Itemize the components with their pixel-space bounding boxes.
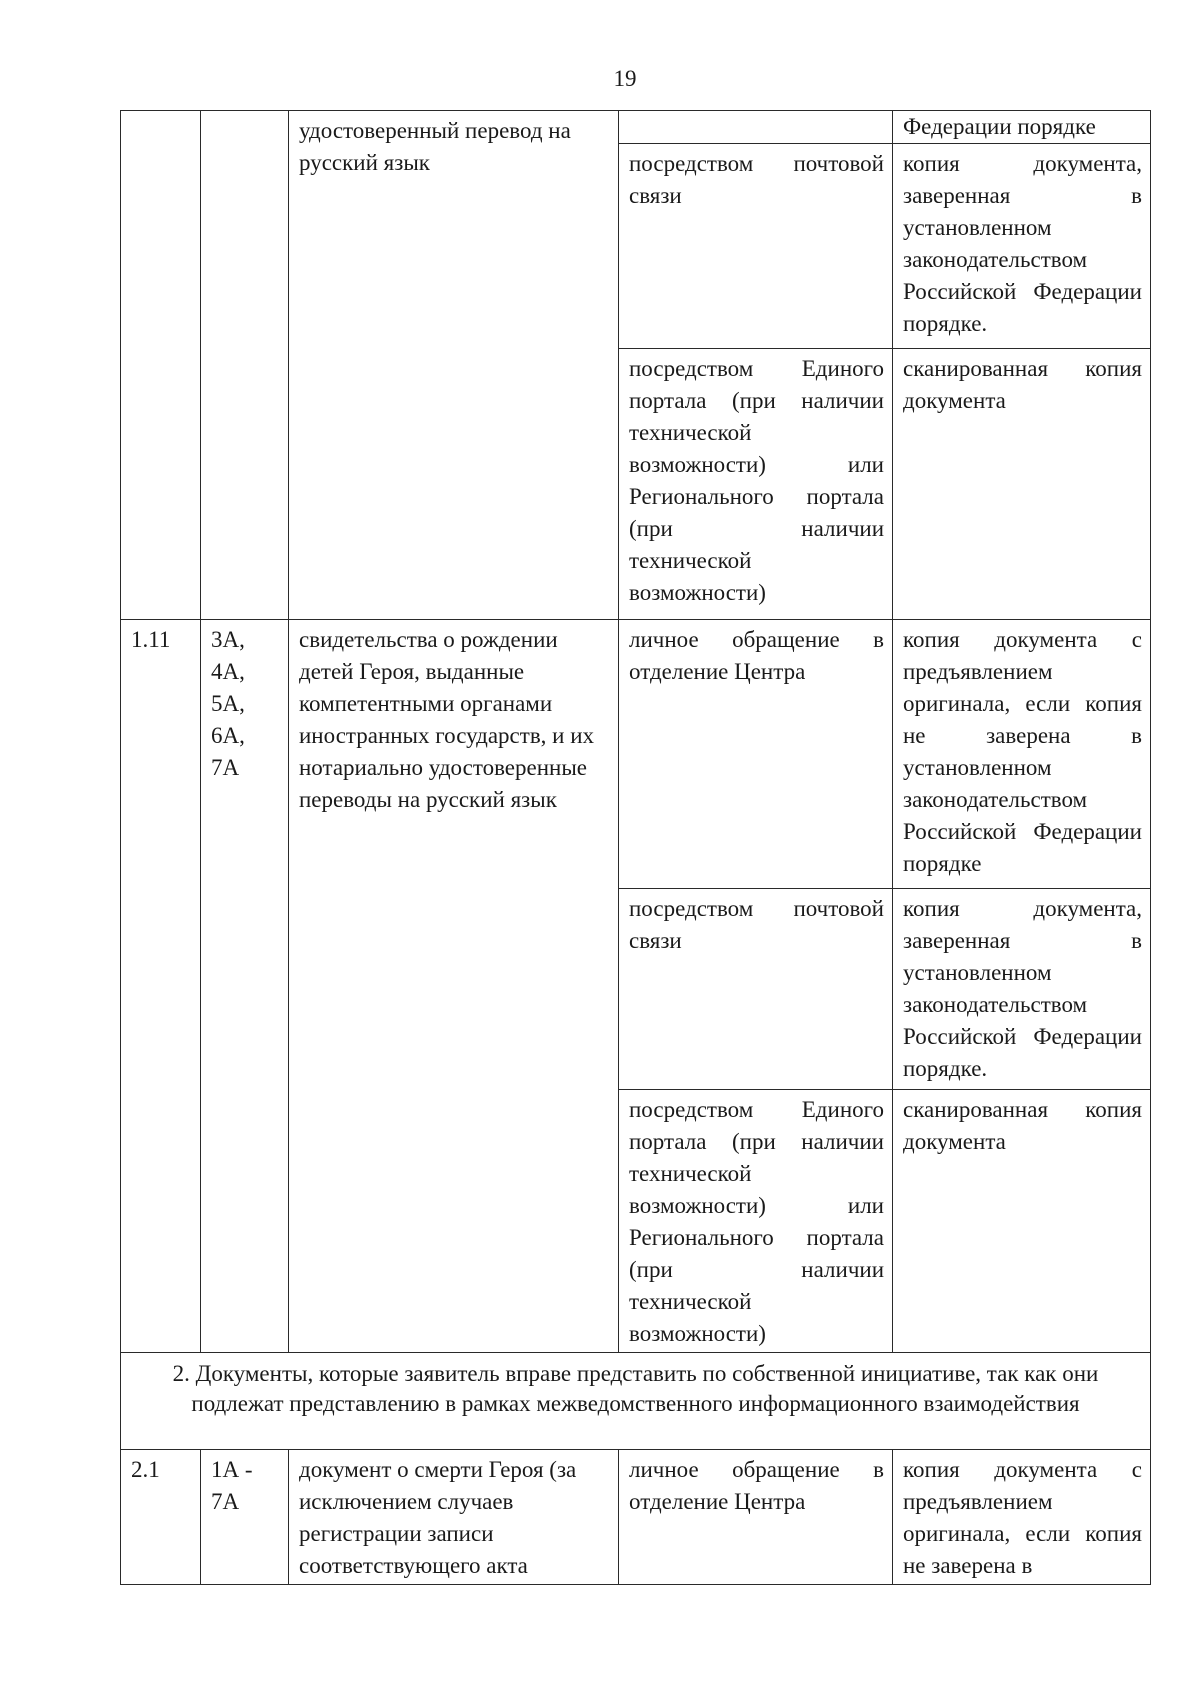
form-cell	[893, 144, 1151, 349]
section-heading-cell	[121, 1353, 1151, 1450]
section-row	[121, 1353, 1151, 1450]
method-cell	[619, 349, 893, 620]
method-text: посредством почтовой связи	[629, 151, 884, 208]
form-cell	[893, 620, 1151, 889]
page-number: 19	[613, 66, 637, 91]
form-cell	[893, 1450, 1151, 1585]
document-name: удостоверенный перевод на русский язык	[299, 118, 571, 175]
form-text: копия документа с предъявлением оригинала, если копия не заверена в установленном законодательством Российской Федерации порядке	[903, 627, 1142, 876]
document-name-cell	[289, 620, 619, 1353]
method-text: личное обращение в отделение Центра	[629, 627, 884, 684]
table-row	[121, 1450, 1151, 1585]
row-number: 1.11	[131, 627, 171, 652]
category-codes: 1А - 7А	[211, 1457, 253, 1514]
form-cell	[893, 349, 1151, 620]
row-number-cell	[121, 111, 201, 620]
form-text: копия документа, заверенная в установленном законодательством Российской Федерации порядке.	[903, 151, 1142, 336]
document-name: свидетельства о рождении детей Героя, выданные компетентными органами иностранных государств, и их нотариально удостоверенные переводы на русский язык	[299, 627, 595, 812]
category-cell	[201, 111, 289, 620]
method-text: посредством Единого портала (при наличии технической возможности) или Регионального портала (при наличии технической возможности)	[629, 1097, 884, 1346]
method-text: посредством почтовой связи	[629, 896, 884, 953]
table-row	[121, 111, 1151, 144]
method-cell	[619, 144, 893, 349]
form-text: сканированная копия документа	[903, 1097, 1142, 1154]
method-cell	[619, 620, 893, 889]
method-text: личное обращение в отделение Центра	[629, 1457, 884, 1514]
row-number-cell	[121, 620, 201, 1353]
documents-table	[120, 110, 1151, 1585]
category-codes: 3А, 4А, 5А, 6А, 7А	[211, 627, 245, 780]
document-name-cell	[289, 1450, 619, 1585]
method-cell	[619, 111, 893, 144]
method-cell	[619, 1450, 893, 1585]
table-row	[121, 620, 1151, 889]
category-cell	[201, 620, 289, 1353]
form-text: копия документа, заверенная в установленном законодательством Российской Федерации порядке.	[903, 896, 1142, 1081]
row-number: 2.1	[131, 1457, 160, 1482]
section-heading: 2. Документы, которые заявитель вправе представить по собственной инициативе, так как они подлежат представлению в рамках межведомственного информационного взаимодействия	[172, 1361, 1099, 1416]
form-text: Федерации порядке	[903, 114, 1096, 139]
form-cell	[893, 1090, 1151, 1353]
form-cell	[893, 111, 1151, 144]
method-cell	[619, 1090, 893, 1353]
form-text: копия документа с предъявлением оригинала, если копия не заверена в	[903, 1457, 1142, 1578]
category-cell	[201, 1450, 289, 1585]
row-number-cell	[121, 1450, 201, 1585]
document-name: документ о смерти Героя (за исключением случаев регистрации записи соответствующего акта	[299, 1457, 577, 1578]
document-name-cell	[289, 111, 619, 620]
form-cell	[893, 889, 1151, 1090]
method-cell	[619, 889, 893, 1090]
form-text: сканированная копия документа	[903, 356, 1142, 413]
method-text: посредством Единого портала (при наличии технической возможности) или Регионального портала (при наличии технической возможности)	[629, 356, 884, 605]
